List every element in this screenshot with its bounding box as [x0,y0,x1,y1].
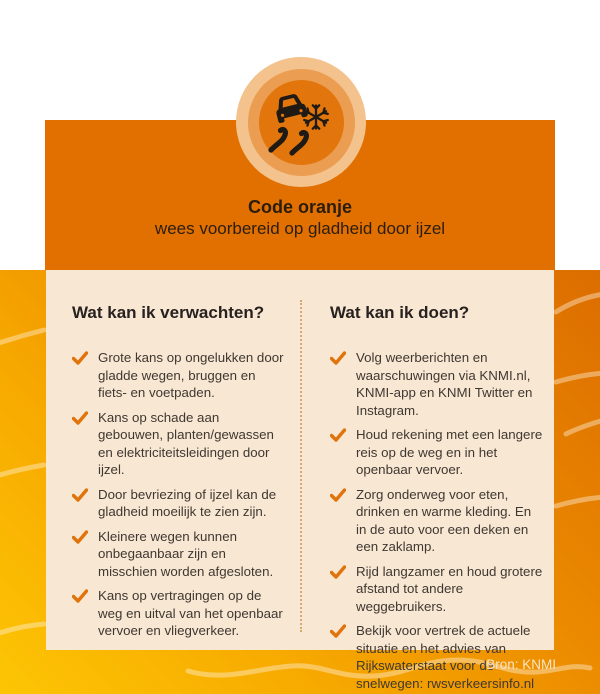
check-icon [330,351,346,365]
checklist-item [330,426,544,479]
checklist-item-text: Kans op vertragingen op de weg en uitval van het openbaar vervoer en vliegverkeer. [98,588,283,638]
warning-badge [236,57,366,187]
checklist-item [330,563,544,616]
badge-ring-mid [248,69,355,176]
checklist-item-text: Kleinere wegen kunnen onbegaanbaar zijn en misschien worden afgesloten. [98,528,274,579]
checklist-item [72,349,284,402]
actions-heading: Wat kan ik doen? [330,303,470,322]
check-icon [72,488,88,502]
source-credit: Bron: KNMI [486,657,556,672]
expectations-list [72,349,284,640]
checklist-item-text: Zorg onderweg voor eten, drinken en warme kleding. En in de auto voor een deken en een zaklamp. [356,486,532,554]
check-icon [72,589,88,603]
checklist-item-text: Grote kans op ongelukken door gladde wegen, bruggen en fiets- en voetpaden. [98,350,284,400]
checklist-item-text: Houd rekening met een langere reis op de weg en in het openbaar vervoer. [356,427,543,477]
car-skidding-snowflake-icon [263,84,339,160]
check-icon [330,624,346,638]
checklist-item-text: Rijd langzamer en houd grotere afstand tot andere weggebruikers. [356,563,543,614]
check-icon [72,411,88,425]
checklist-item-text: Volg weerberichten en waarschuwingen via KNMI.nl, KNMI-app en KNMI Twitter en Instagram. [356,350,533,418]
column-divider [300,300,302,632]
checklist-item-text: Kans op schade aan gebouwen, planten/gewassen en elektriciteitsleidingen door ijzel. [98,409,274,477]
warning-subtitle: wees voorbereid op gladheid door ijzel [154,219,446,238]
expectations-heading: Wat kan ik verwachten? [72,303,265,322]
expectations-column [46,270,300,650]
checklist-item-text: Door bevriezing of ijzel kan de gladheid moeilijk te zien zijn. [98,486,277,519]
check-icon [330,488,346,502]
checklist-item [72,409,284,479]
checklist-item [72,486,284,521]
checklist-item [72,528,284,581]
checklist-item-text: Bekijk voor vertrek de actuele situatie en het advies van Rijkswaterstaat voor de snelwegen: rwsverkeersinfo.nl [356,623,535,691]
checklist-item [330,349,544,419]
warning-title: Code oranje [247,197,353,217]
badge-ring-inner [259,80,344,165]
actions-list [330,349,544,692]
check-icon [330,565,346,579]
check-icon [72,530,88,544]
check-icon [330,428,346,442]
checklist-item [330,486,544,556]
checklist-item [72,587,284,640]
check-icon [72,351,88,365]
